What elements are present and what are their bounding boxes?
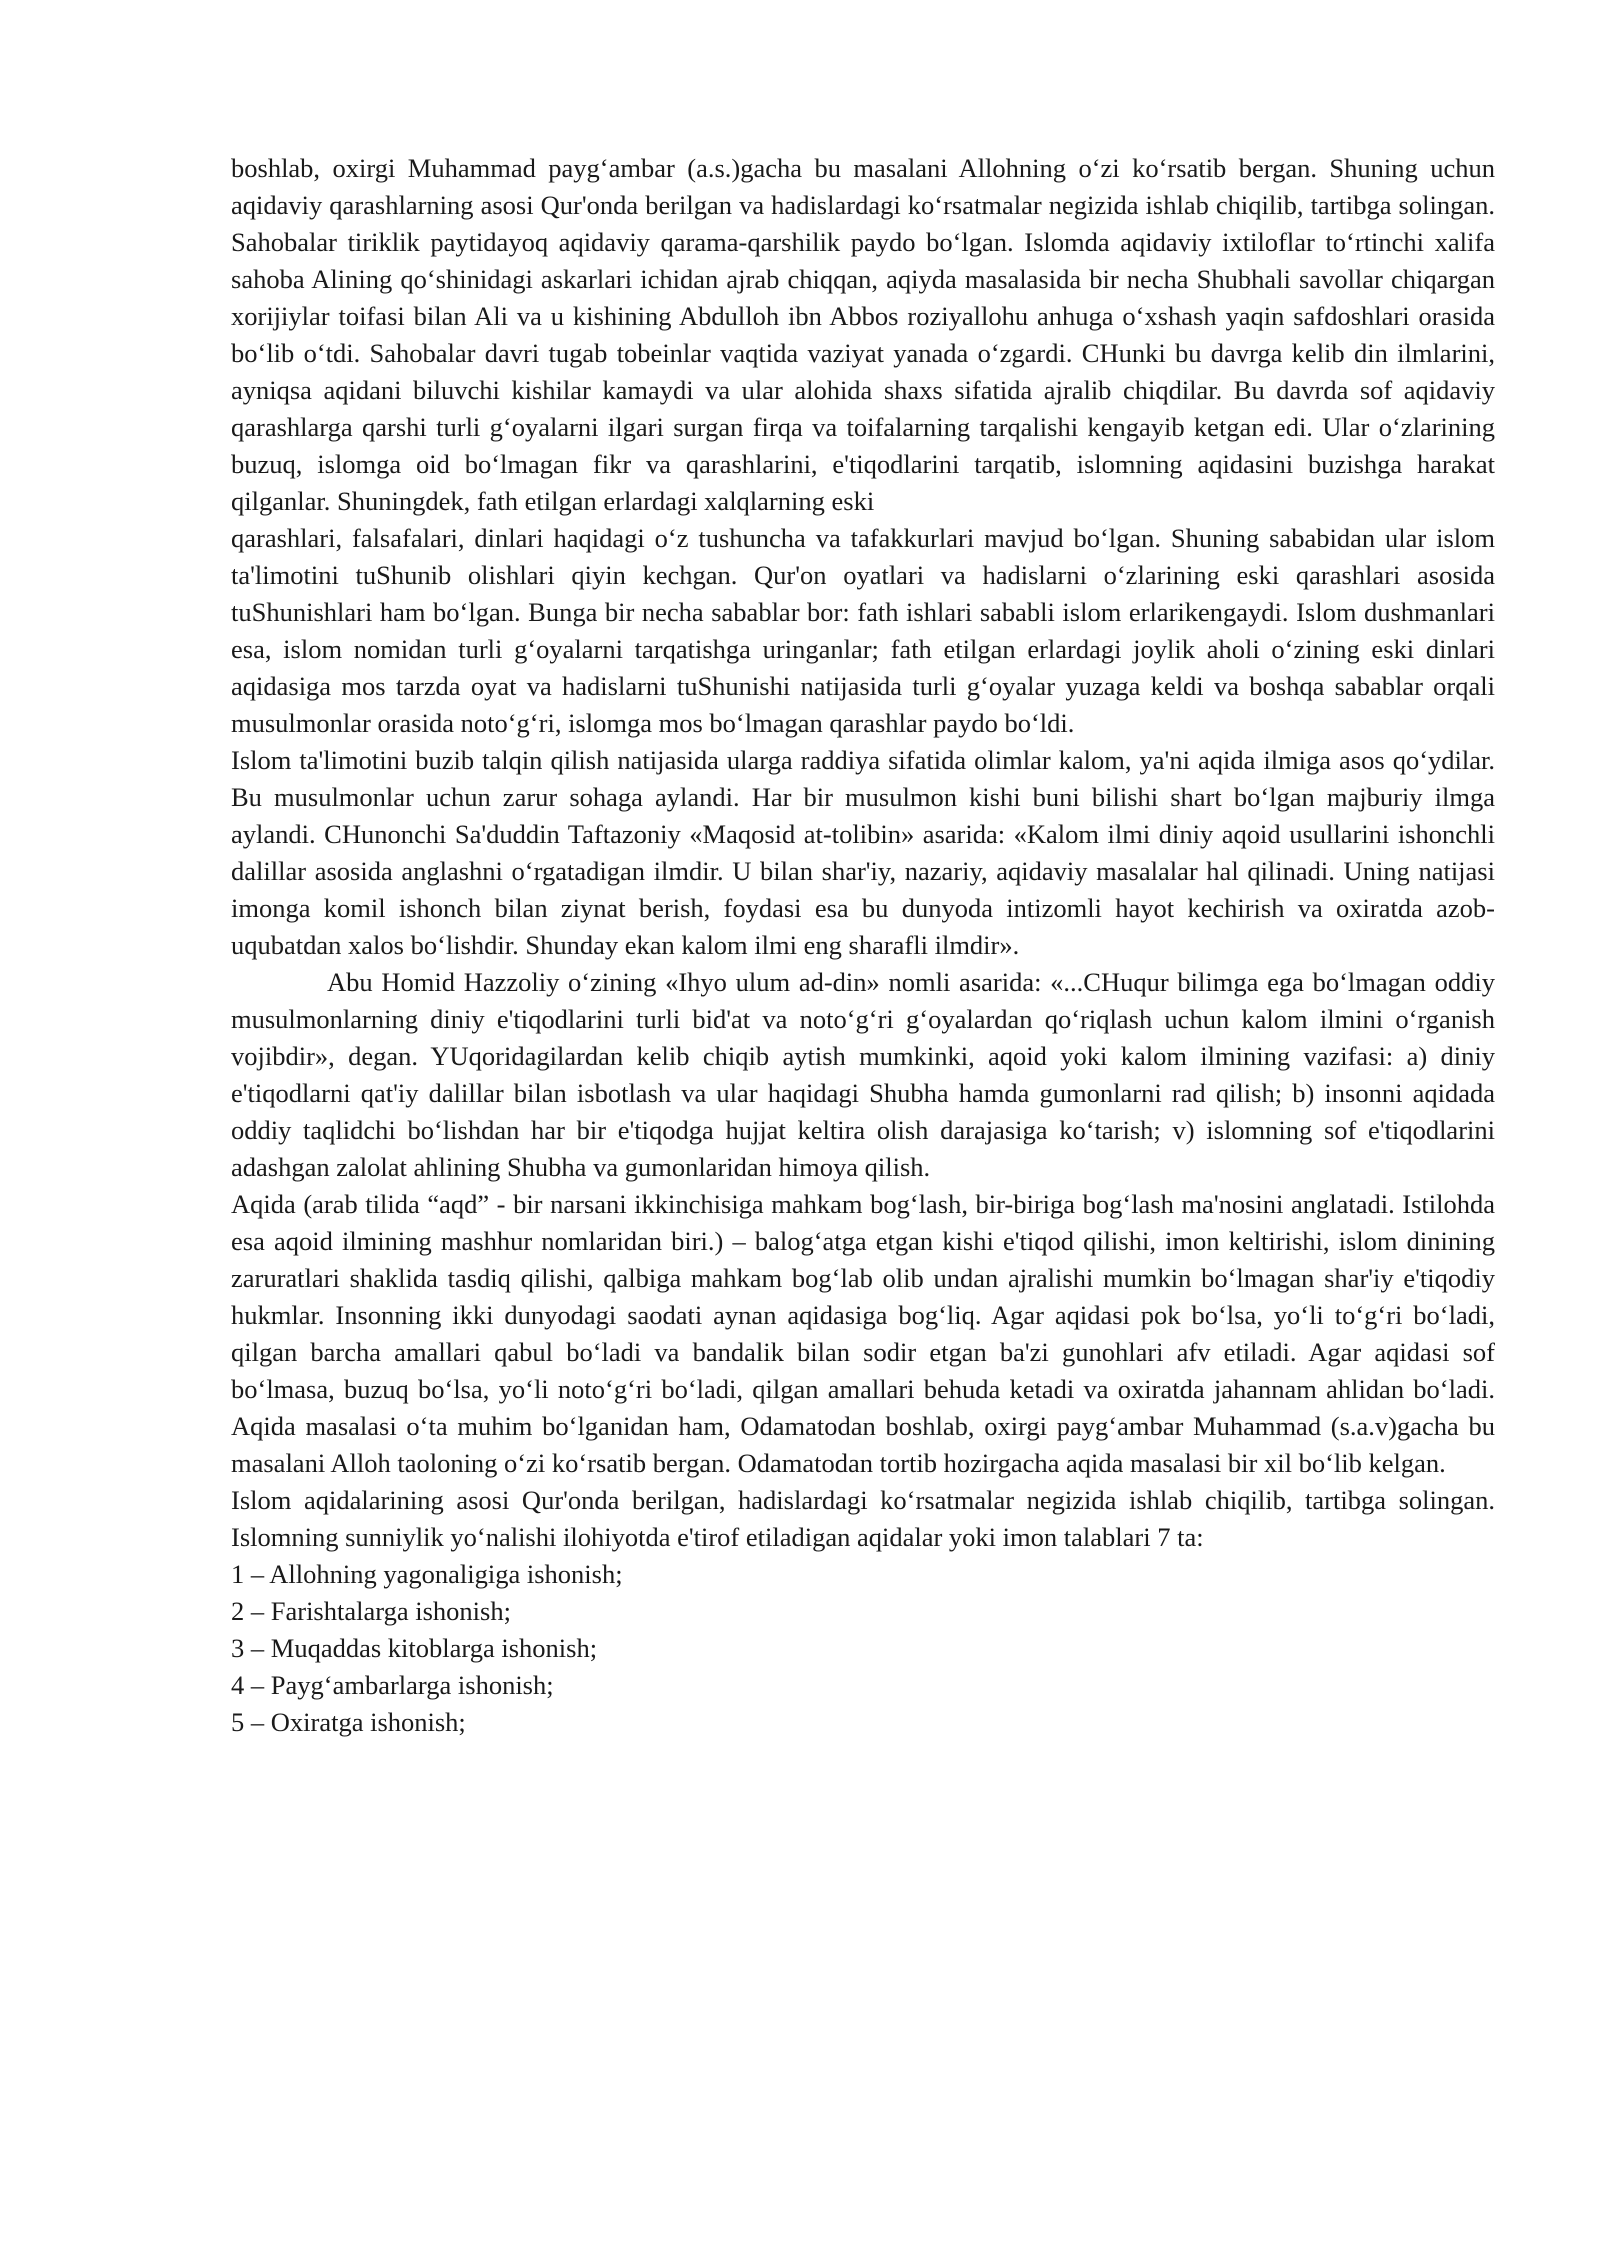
document-page: [231, 150, 1495, 1741]
list-item: 3 – Muqaddas kitoblarga ishonish;: [231, 1633, 598, 1663]
paragraph-ghazali-quote: Abu Homid Hazzoliy o‘zining «Ihyo ulum ad-din» nomli asarida: «...CHuqur bilimga ega bo‘lmagan oddiy musulmonlarning diniy e'tiqodlarini turli bid'at va noto‘g‘ri g‘oyalardan qo‘riqlash uchun kalom ilmini o‘rganish vojibdir», degan. YUqoridagilardan kelib chiqib aytish mumkinki, aqoid yoki kalom ilmining vazifasi: a) diniy e'tiqodlarni qat'iy dalillar bilan isbotlash va ular haqidagi Shubha hamda gumonlarni rad qilish; b) insonni aqidada oddiy taqlidchi bo‘lishdan har bir e'tiqodga hujjat keltira olish darajasiga ko‘tarish; v) islomning sof e'tiqodlarini adashgan zalolat ahlining Shubha va gumonlaridan himoya qilish.: [231, 967, 1495, 1182]
paragraph-kalom-foundation: Islom ta'limotini buzib talqin qilish natijasida ularga raddiya sifatida olimlar kalom, ya'ni aqida ilmiga asos qo‘ydilar. Bu musulmonlar uchun zarur sohaga aylandi. Har bir musulmon kishi buni bilishi shart bo‘lgan majburiy ilmga aylandi. CHunonchi Sa'duddin Taftazoniy «Maqosid at-tolibin» asarida: «Kalom ilmi diniy aqoid usullarini ishonchli dalillar asosida anglashni o‘rgatadigan ilmdir. U bilan shar'iy, nazariy, aqidaviy masalalar hal qilinadi. Uning natijasi imonga komil ishonch bilan ziynat berish, foydasi esa bu dunyoda intizomli hayot kechirish va oxiratda azob-uqubatdan xalos bo‘lishdir. Shunday ekan kalom ilmi eng sharafli ilmdir».: [231, 745, 1495, 960]
paragraph-aqida-definition: Aqida (arab tilida “aqd” - bir narsani ikkinchisiga mahkam bog‘lash, bir-biriga bog‘lash ma'nosini anglatadi. Istilohda esa aqoid ilmining mashhur nomlaridan biri.) – balog‘atga etgan kishi e'tiqod qilishi, imon keltirishi, islom dinining zaruratlari shaklida tasdiq qilishi, qalbiga mahkam bog‘lab olib undan ajralishi mumkin bo‘lmagan shar'iy e'tiqodiy hukmlar. Insonning ikki dunyodagi saodati aynan aqidasiga bog‘liq. Agar aqidasi pok bo‘lsa, yo‘li to‘g‘ri bo‘ladi, qilgan barcha amallari qabul bo‘ladi va bandalik bilan sodir etgan ba'zi gunohlari afv etiladi. Agar aqidasi sof bo‘lmasa, buzuq bo‘lsa, yo‘li noto‘g‘ri bo‘ladi, qilgan amallari behuda ketadi va oxiratda jahannam ahlidan bo‘ladi. Aqida masalasi o‘ta muhim bo‘lganidan ham, Odamatodan boshlab, oxirgi payg‘ambar Muhammad (s.a.v)gacha bu masalani Alloh taoloning o‘zi ko‘rsatib bergan. Odamatodan tortib hozirgacha aqida masalasi bir xil bo‘lib kelgan.: [231, 1189, 1495, 1478]
paragraph-sunni-tenets-intro: Islom aqidalarining asosi Qur'onda berilgan, hadislardagi ko‘rsatmalar negizida ishlab chiqilib, tartibga solingan. Islomning sunniylik yo‘nalishi ilohiyotda e'tirof etiladigan aqidalar yoki imon talablari 7 ta:: [231, 1485, 1495, 1552]
list-item: 2 – Farishtalarga ishonish;: [231, 1596, 511, 1626]
list-item: 4 – Payg‘ambarlarga ishonish;: [231, 1670, 554, 1700]
list-item: 1 – Allohning yagonaligiga ishonish;: [231, 1559, 623, 1589]
tenets-list: [231, 1556, 1495, 1741]
paragraph-early-disputes: boshlab, oxirgi Muhammad payg‘ambar (a.s.)gacha bu masalani Allohning o‘zi ko‘rsatib bergan. Shuning uchun aqidaviy qarashlarning asosi Qur'onda berilgan va hadislardagi ko‘rsatmalar negizida ishlab chiqilib, tartibga solingan. Sahobalar tiriklik paytidayoq aqidaviy qarama-qarshilik paydo bo‘lgan. Islomda aqidaviy ixtiloflar to‘rtinchi xalifa sahoba Alining qo‘shinidagi askarlari ichidan ajrab chiqqan, aqiyda masalasida bir necha Shubhali savollar chiqargan xorijiylar toifasi bilan Ali va u kishining Abdulloh ibn Abbos roziyallohu anhuga o‘xshash yaqin safdoshlari orasida bo‘lib o‘tdi. Sahobalar davri tugab tobeinlar vaqtida vaziyat yanada o‘zgardi. CHunki bu davrga kelib din ilmlarini, ayniqsa aqidani biluvchi kishilar kamaydi va ular alohida shaxs sifatida ajralib chiqdilar. Bu davrda sof aqidaviy qarashlarga qarshi turli g‘oyalarni ilgari surgan firqa va toifalarning tarqalishi kengayib ketgan edi. Ular o‘zlarining buzuq, islomga oid bo‘lmagan fikr va qarashlarini, e'tiqodlarini tarqatib, islomning aqidasini buzishga harakat qilganlar. Shuningdek, fath etilgan erlardagi xalqlarning eski: [231, 153, 1495, 516]
paragraph-conquered-peoples: qarashlari, falsafalari, dinlari haqidagi o‘z tushuncha va tafakkurlari mavjud bo‘lgan. Shuning sababidan ular islom ta'limotini tuShunib olishlari qiyin kechgan. Qur'on oyatlari va hadislarni o‘zlarining eski qarashlari asosida tuShunishlari ham bo‘lgan. Bunga bir necha sabablar bor: fath ishlari sababli islom erlarikengaydi. Islom dushmanlari esa, islom nomidan turli g‘oyalarni tarqatishga uringanlar; fath etilgan erlardagi joylik aholi o‘zining eski dinlari aqidasiga mos tarzda oyat va hadislarni tuShunishi natijasida turli g‘oyalar yuzaga keldi va boshqa sabablar orqali musulmonlar orasida noto‘g‘ri, islomga mos bo‘lmagan qarashlar paydo bo‘ldi.: [231, 523, 1495, 738]
list-item: 5 – Oxiratga ishonish;: [231, 1707, 466, 1737]
